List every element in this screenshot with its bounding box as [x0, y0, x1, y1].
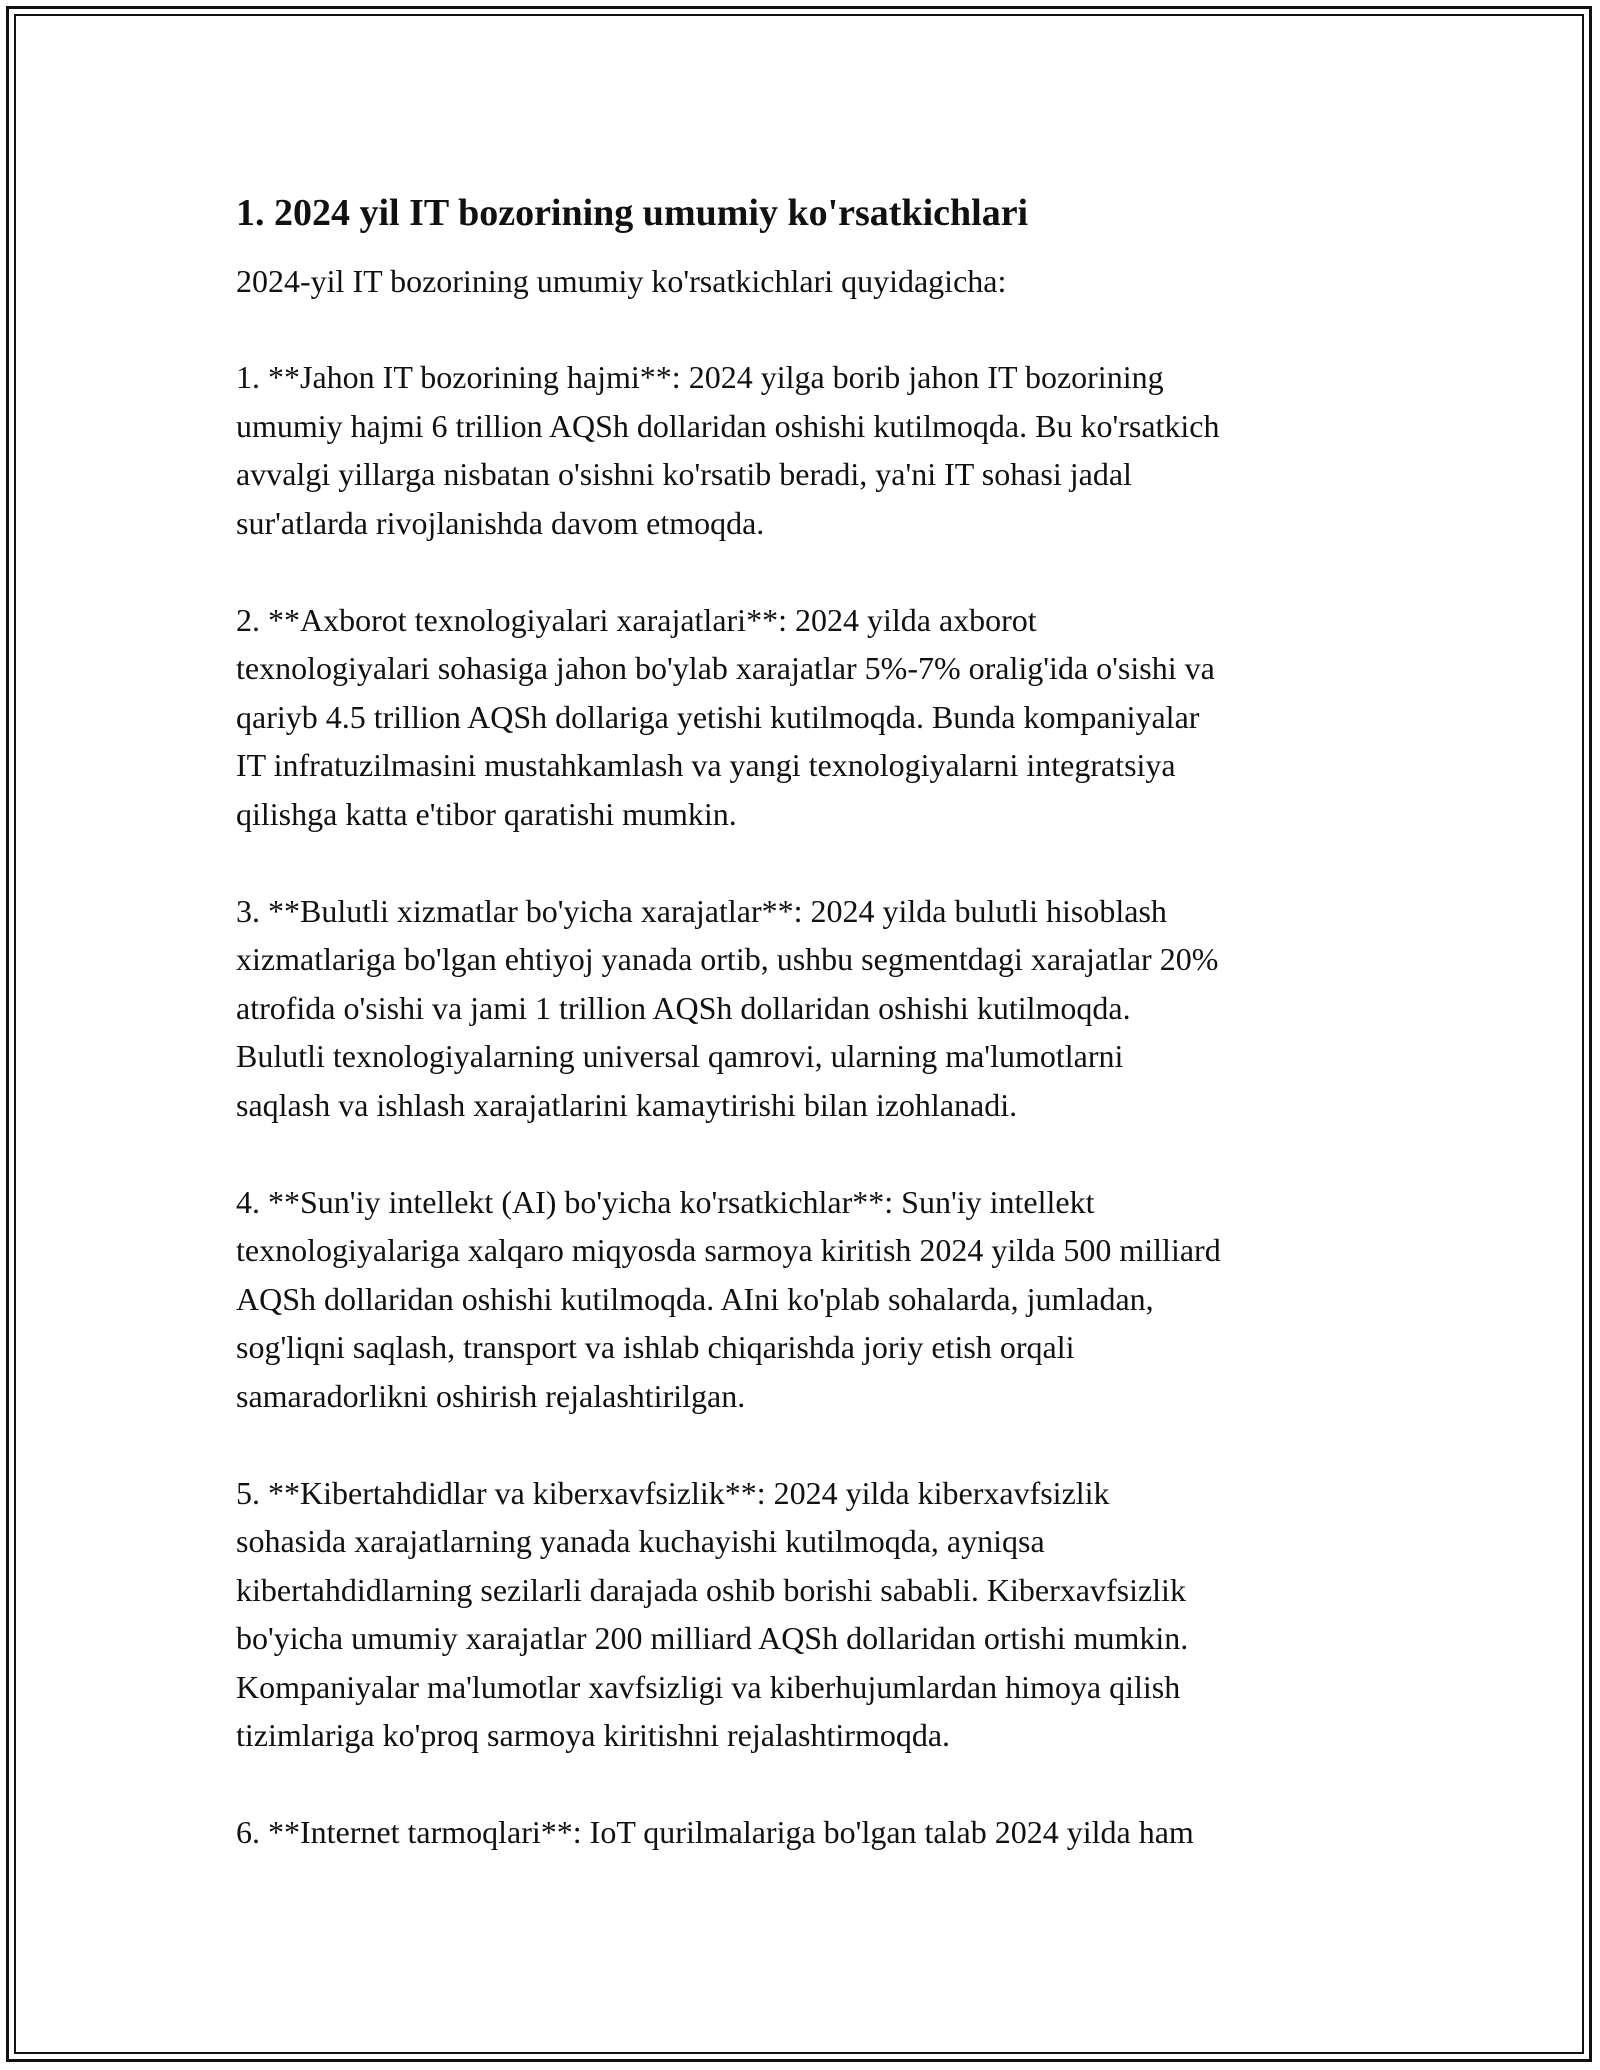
- item-line: 2. **Axborot texnologiyalari xarajatlari**: 2024 yilda axborot: [236, 601, 1037, 638]
- list-item-2: [236, 596, 1376, 839]
- list-item-5: [236, 1469, 1376, 1760]
- list-item-6: [236, 1808, 1376, 1857]
- item-line: 5. **Kibertahdidlar va kiberxavfsizlik**: 2024 yilda kiberxavfsizlik: [236, 1474, 1110, 1511]
- item-line: samaradorlikni oshirish rejalashtirilgan.: [236, 1377, 746, 1414]
- item-line: sog'liqni saqlash, transport va ishlab chiqarishda joriy etish orqali: [236, 1329, 1075, 1365]
- item-line: qilishga katta e'tibor qaratishi mumkin.: [236, 795, 737, 832]
- item-line: xizmatlariga bo'lgan ehtiyoj yanada ortib, ushbu segmentdagi xarajatlar 20%: [236, 941, 1219, 977]
- item-line: Kompaniyalar ma'lumotlar xavfsizligi va kiberhujumlardan himoya qilish: [236, 1668, 1181, 1705]
- intro-paragraph: 2024-yil IT bozorining umumiy ko'rsatkichlari quyidagicha:: [236, 263, 1007, 299]
- item-line: kibertahdidlarning sezilarli darajada oshib borishi sababli. Kiberxavfsizlik: [236, 1571, 1186, 1608]
- item-line: tizimlariga ko'proq sarmoya kiritishni rejalashtirmoqda.: [236, 1717, 951, 1753]
- item-line: bo'yicha umumiy xarajatlar 200 milliard AQSh dollaridan ortishi mumkin.: [236, 1620, 1189, 1656]
- item-line: sohasida xarajatlarning yanada kuchayishi kutilmoqda, ayniqsa: [236, 1523, 1045, 1559]
- item-line: 6. **Internet tarmoqlari**: IoT qurilmalariga bo'lgan talab 2024 yilda ham: [236, 1814, 1194, 1850]
- list-item-1: [236, 353, 1376, 547]
- item-line: avvalgi yillarga nisbatan o'sishni ko'rsatib beradi, ya'ni IT sohasi jadal: [236, 456, 1132, 492]
- list-item-4: [236, 1178, 1376, 1421]
- item-line: atrofida o'sishi va jami 1 trillion AQSh dollaridan oshishi kutilmoqda.: [236, 989, 1131, 1026]
- list-item-3: [236, 887, 1376, 1130]
- item-line: 1. **Jahon IT bozorining hajmi**: 2024 yilga borib jahon IT bozorining: [236, 359, 1164, 395]
- item-line: AQSh dollaridan oshishi kutilmoqda. AIni ko'plab sohalarda, jumladan,: [236, 1280, 1154, 1317]
- document-body: [236, 187, 1376, 1905]
- item-line: qariyb 4.5 trillion AQSh dollariga yetishi kutilmoqda. Bunda kompaniyalar: [236, 698, 1200, 735]
- item-line: umumiy hajmi 6 trillion AQSh dollaridan oshishi kutilmoqda. Bu ko'rsatkich: [236, 407, 1220, 444]
- item-line: sur'atlarda rivojlanishda davom etmoqda.: [236, 504, 765, 541]
- item-line: texnologiyalari sohasiga jahon bo'ylab xarajatlar 5%-7% oralig'ida o'sishi va: [236, 650, 1215, 686]
- item-line: 4. **Sun'iy intellekt (AI) bo'yicha ko'rsatkichlar**: Sun'iy intellekt: [236, 1183, 1095, 1220]
- item-line: IT infratuzilmasini mustahkamlash va yangi texnologiyalarni integratsiya: [236, 747, 1176, 783]
- item-line: texnologiyalariga xalqaro miqyosda sarmoya kiritish 2024 yilda 500 milliard: [236, 1232, 1221, 1268]
- item-line: saqlash va ishlash xarajatlarini kamaytirishi bilan izohlanadi.: [236, 1086, 1018, 1123]
- item-line: 3. **Bulutli xizmatlar bo'yicha xarajatlar**: 2024 yilda bulutli hisoblash: [236, 892, 1167, 929]
- page-title: 1. 2024 yil IT bozorining umumiy ko'rsatkichlari: [236, 192, 1029, 234]
- item-line: Bulutli texnologiyalarning universal qamrovi, ularning ma'lumotlarni: [236, 1038, 1124, 1074]
